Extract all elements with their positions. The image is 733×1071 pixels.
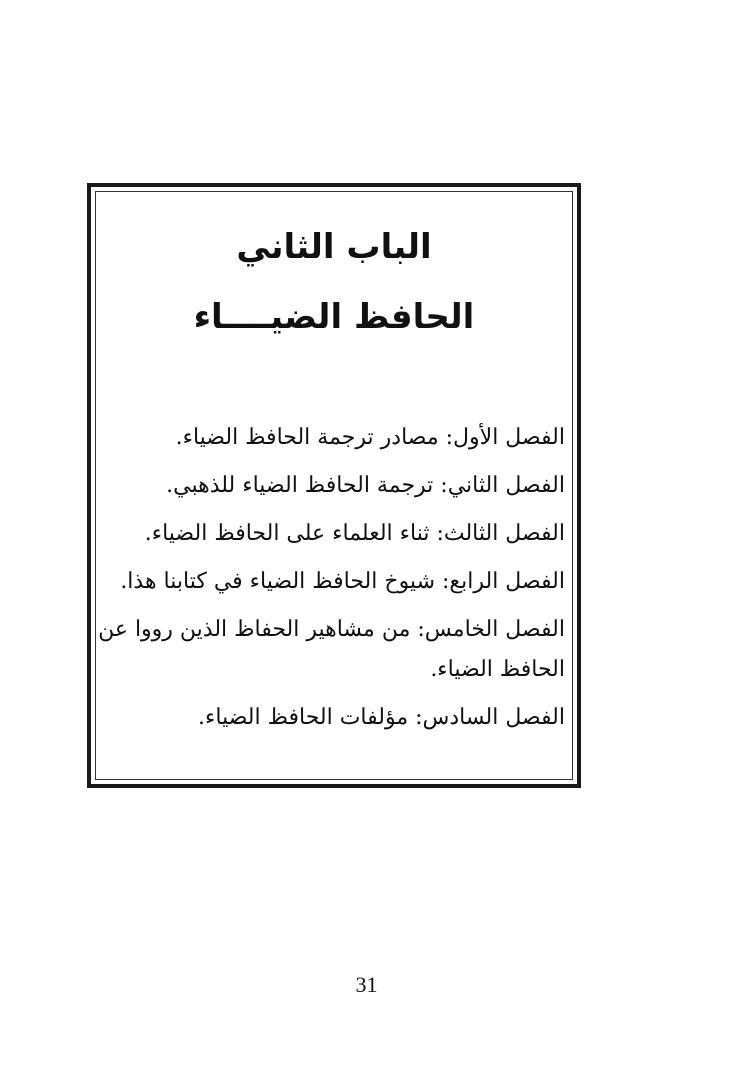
section-title: الباب الثاني xyxy=(236,227,432,267)
section-subtitle: الحافظ الضيــــاء xyxy=(193,297,475,337)
chapter-item-4: الفصل الرابع: شيوخ الحافظ الضياء في كتابنا هذا. xyxy=(120,569,565,594)
chapter-item-3: الفصل الثالث: ثناء العلماء على الحافظ الضياء. xyxy=(144,521,565,546)
chapter-list xyxy=(95,414,565,742)
chapter-item-5: الفصل الخامس: من مشاهير الحفاظ الذين رووا عن الحافظ الضياء. xyxy=(98,617,565,682)
page-number: 31 xyxy=(355,972,378,997)
chapter-item-1: الفصل الأول: مصادر ترجمة الحافظ الضياء. xyxy=(175,425,565,450)
chapter-item-2: الفصل الثاني: ترجمة الحافظ الضياء للذهبي. xyxy=(166,473,565,498)
chapter-item-6: الفصل السادس: مؤلفات الحافظ الضياء. xyxy=(198,705,565,730)
